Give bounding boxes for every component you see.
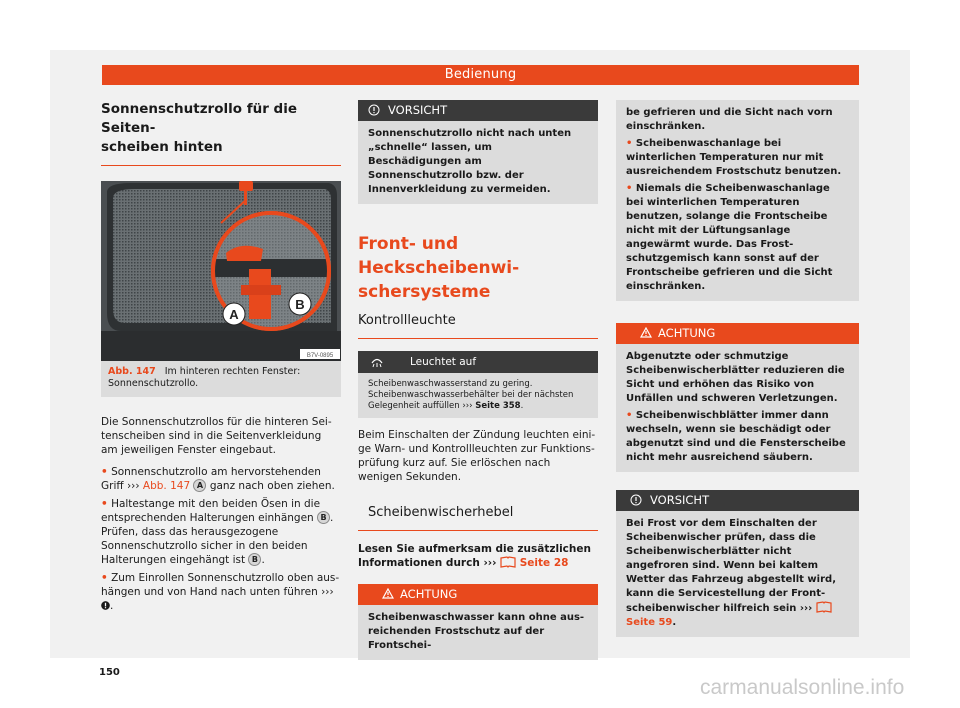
bullet-dot: • <box>101 466 108 478</box>
vorsicht-body: Sonnenschutzrollo nicht nach unten „schnelle“ lassen, um Beschädigungen am Sonnenschutzrollo bzw. der Innenverkleidung zu vermeiden. <box>358 121 598 204</box>
right-column <box>616 100 859 637</box>
achtung-cont-text: be gefrieren und die Sicht nach vorn einschränken. <box>626 107 833 132</box>
bullet-1 <box>101 465 341 493</box>
bullet-1-end: ganz nach oben ziehen. <box>209 480 335 492</box>
achtung-label: ACHTUNG <box>400 587 458 601</box>
read-more <box>358 542 598 570</box>
book-icon <box>816 601 832 613</box>
vorsicht-box-1 <box>358 100 598 204</box>
ref-arrow: ››› <box>462 401 473 411</box>
lamp-body <box>358 373 598 418</box>
vorsicht-label: VORSICHT <box>388 103 448 117</box>
vorsicht-box-2 <box>616 490 859 637</box>
info-circle-icon <box>630 494 642 506</box>
section-header: Bedienung <box>102 65 859 85</box>
section-title-line2: schersysteme <box>358 282 491 302</box>
info-circle-icon <box>368 104 380 116</box>
bullet-1-text: Sonnenschutzrollo am hervorstehenden Griff <box>101 466 321 492</box>
achtung-continued <box>616 100 859 301</box>
warning-triangle-icon <box>382 588 394 599</box>
lamp-label: Leuchtet auf <box>410 356 477 368</box>
bullet-2-end: . <box>261 554 265 566</box>
section-title-line1: Front- und Heckscheibenwi- <box>358 234 520 278</box>
intro-paragraph: Die Sonnenschutzrollos für die hinteren Seitenscheiben sind in die Seitenverkleidung am jeweiligen Fenster eingebaut. <box>101 416 332 456</box>
wiper-title: Scheibenwischerhebel <box>358 504 598 531</box>
bullet-dot: • <box>101 498 108 510</box>
image-code: B7V-0895 <box>306 353 334 359</box>
bullet-2-text: Haltestange mit den beiden Ösen in die entsprechenden Halterungen einhängen <box>101 498 321 524</box>
bullet-3 <box>101 571 341 613</box>
achtung-cont-bullet-2-text: Niemals die Scheibenwaschanlage bei winterlichen Temperaturen benutzen, solange die Frontscheibe nicht mit der Lüftungsanlage angewärmt wurde. Das Frostschutzgemisch kann sonst auf der Frontscheibe gefrieren und die Sicht einschränken. <box>626 183 833 292</box>
lamp-ref-end: . <box>520 401 524 411</box>
middle-column <box>358 100 598 660</box>
marker-b: B <box>248 553 261 566</box>
achtung-cont-bullet-2: • Niemals die Scheibenwaschanlage bei winterlichen Temperaturen benutzen, solange die Frontscheibe nicht mit der Lüftungsanlage angewärmt wurde. Das Frostschutzgemisch kann sonst auf der Frontscheibe gefrieren und die Sicht einschränken. <box>626 183 833 292</box>
achtung-body <box>616 344 859 472</box>
left-column <box>99 100 341 678</box>
book-icon <box>500 556 516 568</box>
left-title-line1: Sonnenschutzrollo für die Seiten- <box>101 101 298 136</box>
stop-circle-icon <box>101 601 110 610</box>
achtung-2-bullet: • Scheibenwischblätter immer dann wechseln, wenn sie beschädigt oder abgenutzt sind und die Fensterscheibe nicht mehr ausreichend säubern. <box>626 410 846 463</box>
read-more-text: Lesen Sie aufmerksam die zusätzlichen Informationen durch <box>358 543 591 569</box>
subsection-title: Kontrollleuchte <box>358 312 598 339</box>
vorsicht-header <box>358 100 598 121</box>
ref-arrow: ››› <box>799 603 813 614</box>
fig-link[interactable]: Abb. 147 <box>142 480 191 492</box>
caption-figure-number: Abb. 147 <box>108 366 156 377</box>
achtung-body: Scheibenwaschwasser kann ohne ausreichenden Frostschutz auf der Frontschei- <box>358 605 598 660</box>
vorsicht-body <box>616 511 859 637</box>
achtung-box-1 <box>358 584 598 660</box>
marker-b: B <box>317 511 330 524</box>
vorsicht-header <box>616 490 859 511</box>
page-number: 150 <box>99 667 120 678</box>
vorsicht-2-end: . <box>672 617 677 628</box>
section-title <box>358 232 598 304</box>
achtung-header <box>358 584 598 605</box>
watermark: carmanualsonline.info <box>700 676 905 699</box>
ref-arrow: ››› <box>126 480 140 492</box>
lamp-text: Scheibenwaschwasserstand zu gering. Scheibenwaschwasserbehälter bei der nächsten Gelegenheit auffüllen <box>368 379 574 411</box>
achtung-cont-bullet-1-text: Scheibenwaschanlage bei winterlichen Temperaturen nur mit ausreichendem Frostschutz benutzen. <box>626 138 842 177</box>
achtung-cont-bullet-1: • Scheibenwaschanlage bei winterlichen Temperaturen nur mit ausreichendem Frostschutz benutzen. <box>626 138 842 177</box>
label-a: A <box>229 307 239 322</box>
left-title <box>101 100 341 166</box>
ref-arrow: ››› <box>483 557 497 569</box>
achtung-2-bullet-text: Scheibenwischblätter immer dann wechseln, wenn sie beschädigt oder abgenutzt sind und die Fensterscheibe nicht mehr ausreichend säubern. <box>626 410 846 463</box>
lamp-page-link[interactable]: Seite 358 <box>475 401 521 411</box>
bullet-3-end: . <box>110 600 114 612</box>
sunblind-photo <box>101 181 341 361</box>
figure-caption <box>101 361 341 397</box>
lamp-header <box>358 351 598 373</box>
achtung-box-2 <box>616 323 859 472</box>
ignition-paragraph: Beim Einschalten der Zündung leuchten einige Warn- und Kontrollleuchten zur Funktionsprüfung kurz auf. Sie erlöschen nach wenigen Sekunden. <box>358 429 596 483</box>
manual-page <box>50 50 910 678</box>
page-link[interactable]: Seite 28 <box>519 557 569 569</box>
vorsicht-2-text: Bei Frost vor dem Einschalten der Scheibenwischer prüfen, dass die Scheibenwischerblätter nicht angefroren sind. Wenn bei kaltem Wetter das Fahrzeug abgestellt wird, kann die Servicestellung der Frontscheibenwischer hilfreich sein <box>626 518 836 614</box>
bullet-3-text: Zum Einrollen Sonnenschutzrollo oben aushängen und von Hand nach unten führen <box>101 572 340 598</box>
marker-a: A <box>193 479 206 492</box>
vorsicht-label: VORSICHT <box>650 493 710 507</box>
washer-fluid-icon <box>370 355 384 369</box>
achtung-2-text: Abgenutzte oder schmutzige Scheibenwischerblätter reduzieren die Sicht und erhöhen das Risiko von Unfällen und schweren Verletzungen. <box>626 351 845 404</box>
ref-arrow: ››› <box>321 586 334 598</box>
achtung-label: ACHTUNG <box>658 326 716 340</box>
caption-text: Im hinteren rechten Fenster: Sonnenschutzrollo. <box>108 366 301 389</box>
label-b: B <box>295 297 305 312</box>
sunblind-illustration <box>101 181 341 361</box>
bullet-2-middle: . Prüfen, dass das herausgezogene Sonnenschutzrollo sicher in den beiden Halterungen eingehängt ist <box>101 512 334 566</box>
bullet-2 <box>101 497 341 567</box>
left-title-line2: scheiben hinten <box>101 139 223 155</box>
achtung-header <box>616 323 859 344</box>
bullet-dot: • <box>101 572 108 584</box>
page-link[interactable]: Seite 59 <box>626 617 673 628</box>
warning-triangle-icon <box>640 327 652 338</box>
